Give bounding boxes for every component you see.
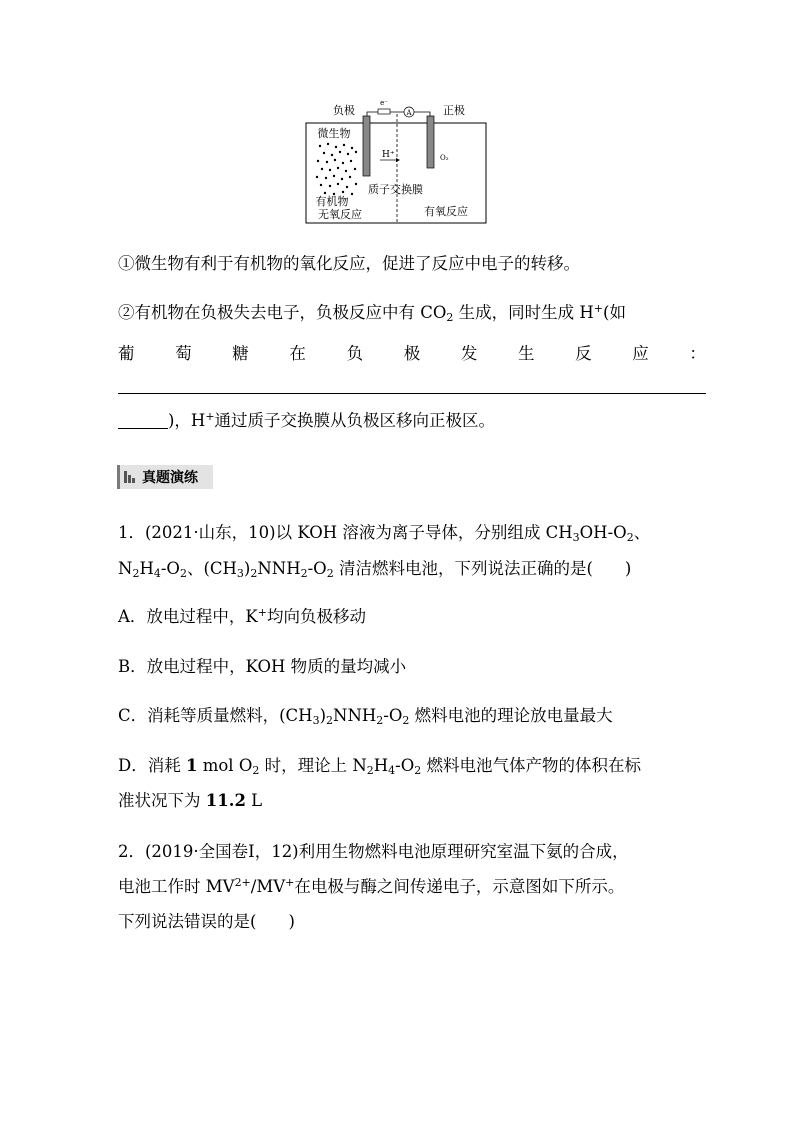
- external-wire: [367, 112, 430, 116]
- aerobic-label: 有氧反应: [424, 205, 468, 218]
- microbe-dots: [316, 143, 357, 195]
- question-2-line-2: 电池工作时 $MV^{2+}/MV^+$在电极与酶之间传递电子，示意图如下所示。: [118, 876, 625, 896]
- section-icon: [124, 471, 136, 483]
- negative-electrode: [363, 116, 370, 176]
- question-2-line-3: 下列说法错误的是( ): [118, 912, 295, 931]
- option-a: A．放电过程中，K+均向负极移动: [118, 606, 366, 626]
- paragraph-2: ②有机物在负极失去电子，负极反应中有 $CO_2$ 生成，同时生成 H+(如: [118, 302, 626, 324]
- microbe-label: 微生物: [317, 127, 351, 140]
- positive-electrode-label: 正极: [443, 104, 465, 117]
- organic-label: 有机物: [315, 195, 349, 208]
- question-2-line-1: 2．(2019·全国卷Ⅰ，12)利用生物燃料电池原理研究室温下氨的合成，: [118, 842, 629, 861]
- h-ion-label: H⁺: [382, 150, 395, 160]
- option-d-line-1: D．消耗 1 mol $O_2$ 时，理论上 $N_2H_4-O_2$ 燃料电池气体产物的体积在标: [118, 756, 642, 777]
- fuel-cell-diagram: [300, 92, 500, 227]
- paragraph-3: )，H+通过质子交换膜从负极区移向正极区。: [118, 410, 495, 432]
- ammeter-label: A: [406, 109, 412, 117]
- option-c: C．消耗等质量燃料，$(CH_3)_2NNH_2-O_2$ 燃料电池的理论放电量最大: [118, 706, 613, 727]
- option-b: B．放电过程中，KOH 物质的量均减小: [118, 657, 407, 676]
- option-d-line-2: 准状况下为 11.2 L: [118, 791, 263, 810]
- section-header: [117, 465, 213, 489]
- resistor: [378, 109, 390, 114]
- paragraph-2-spread-line: 葡 萄 糖 在 负 极 发 生 反 应 ：: [118, 344, 706, 363]
- o2-label: O₂: [440, 154, 449, 162]
- anaerobic-label: 无氧反应: [318, 208, 362, 221]
- positive-electrode: [427, 116, 434, 168]
- question-1-line-2: $N_2H_4-O_2$、$(CH_3)_2NNH_2-O_2$ 清洁燃料电池，下列说法正确的是( ): [118, 559, 632, 580]
- answer-blank-line[interactable]: [118, 393, 706, 394]
- section-title: 真题演练: [142, 470, 198, 486]
- question-1-line-1: 1．(2021·山东，10)以 KOH 溶液为离子导体，分别组成 $CH_3OH-O_2$、: [118, 523, 651, 544]
- paragraph-1: ①微生物有利于有机物的氧化反应，促进了反应中电子的转移。: [118, 254, 580, 273]
- answer-blank-short[interactable]: [118, 412, 168, 429]
- membrane-label: 质子交换膜: [368, 183, 423, 196]
- negative-electrode-label: 负极: [333, 104, 355, 117]
- electron-label: e⁻: [380, 99, 388, 107]
